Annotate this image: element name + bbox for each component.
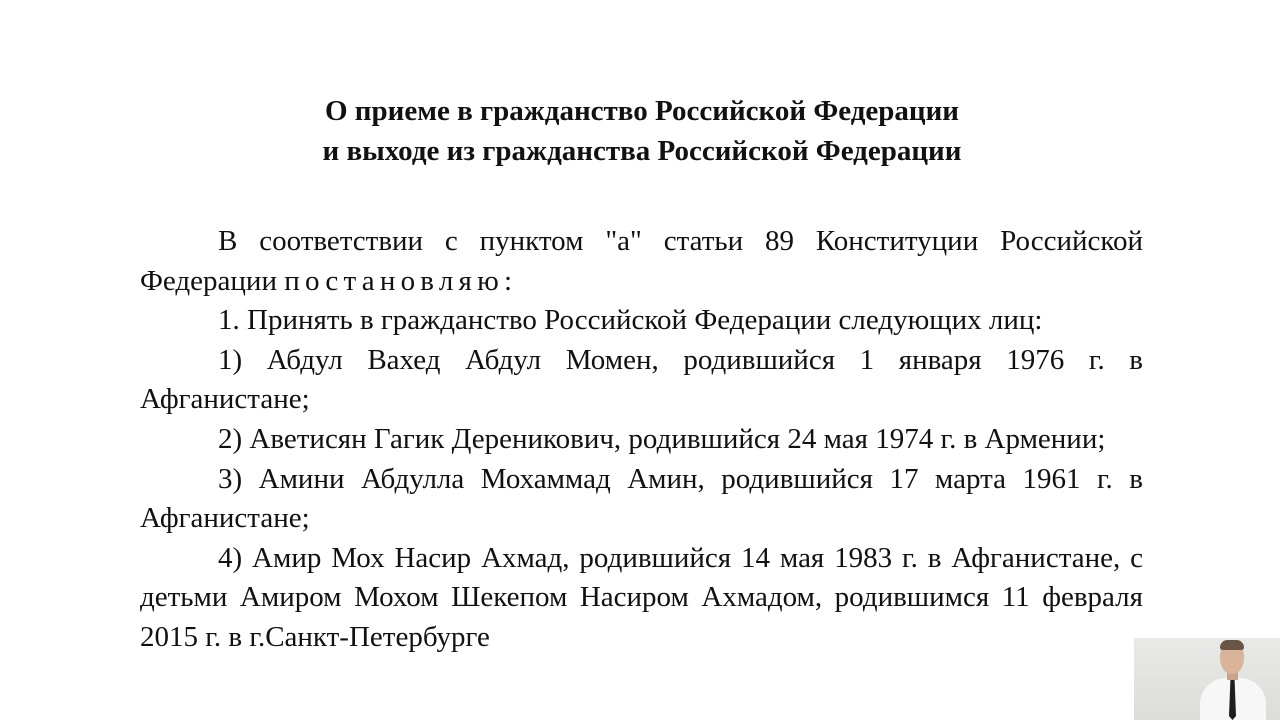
person-entry-4: 4) Амир Мох Насир Ахмад, родившийся 14 мая 1983 г. в Афганистане, с детьми Амиром Мохом Шекепом Насиром Ахмадом, родившимся 11 февраля 2015 г. в г.Санкт-Петербурге — [140, 541, 1143, 653]
person-entry-1: 1) Абдул Вахед Абдул Момен, родившийся 1 января 1976 г. в Афганистане; — [140, 343, 1143, 416]
title-line-1: О приеме в гражданство Российской Федерации — [324, 95, 960, 127]
item-1-paragraph: 1. Принять в гражданство Российской Федерации следующих лиц: — [218, 304, 1043, 337]
person-entry-2: 2) Аветисян Гагик Дереникович, родившийся 24 мая 1974 г. в Армении; — [218, 422, 1106, 455]
document-title — [0, 91, 1280, 171]
person-entry-3: 3) Амини Абдулла Мохаммад Амин, родившийся 17 марта 1961 г. в Афганистане; — [140, 462, 1143, 535]
presenter-hair — [1220, 640, 1244, 650]
preamble-text: В соответствии с пунктом "а" статьи 89 Конституции Российской Федерации — [140, 225, 1143, 297]
decree-word: постановляю: — [284, 264, 518, 297]
preamble-paragraph — [140, 222, 1143, 301]
title-line-2: и выходе из гражданства Российской Федерации — [322, 135, 962, 167]
document-body — [140, 222, 1143, 658]
presenter-video-thumbnail[interactable] — [1134, 638, 1280, 720]
